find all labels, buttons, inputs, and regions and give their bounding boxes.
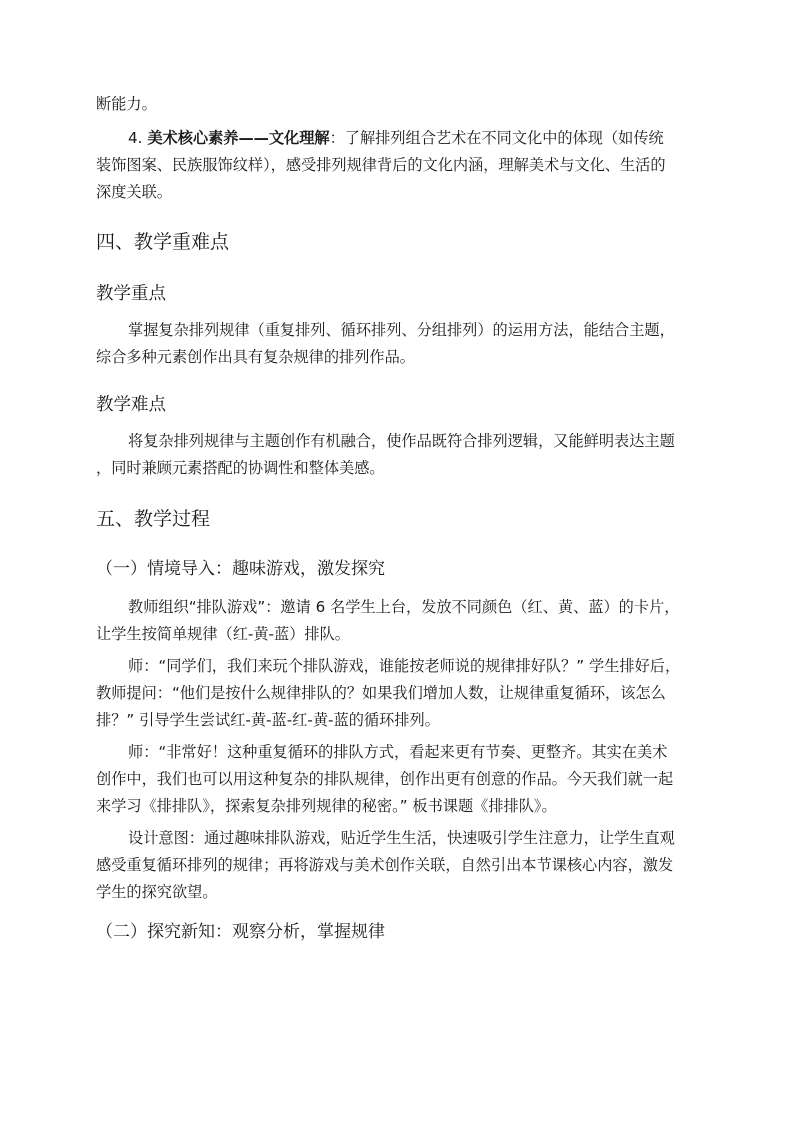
paragraph-line: 感受重复循环排列的规律；再将游戏与美术创作关联，自然引出本节课核心内容，激发 xyxy=(96,856,674,874)
section-heading: 四、教学重难点 xyxy=(96,231,230,253)
paragraph-line: 综合多种元素创作出具有复杂规律的排列作品。 xyxy=(96,348,415,366)
paragraph-line: 来学习《排排队》，探索复杂排列规律的秘密。” 板书课题《排排队》。 xyxy=(96,797,557,815)
subsection-heading: 教学难点 xyxy=(96,395,166,415)
paragraph-line: 装饰图案、民族服饰纹样），感受排列规律背后的文化内涵，理解美术与文化、生活的 xyxy=(96,156,666,174)
paragraph-line: 学生的探究欲望。 xyxy=(96,883,218,901)
list-item-number: 4. xyxy=(128,129,143,147)
paragraph-line: 排？” 引导学生尝试红-黄-蓝-红-黄-蓝的循环排列。 xyxy=(96,711,440,729)
paragraph-line: ，同时兼顾元素搭配的协调性和整体美感。 xyxy=(96,459,385,477)
paragraph-line: 将复杂排列规律与主题创作有机融合，使作品既符合排列逻辑，又能鲜明表达主题 xyxy=(128,432,675,450)
subsection-heading: 教学重点 xyxy=(96,284,166,304)
paragraph-line: 深度关联。 xyxy=(96,183,172,201)
subsection-heading: （一）情境导入：趣味游戏，激发探究 xyxy=(96,559,385,579)
paragraph-line: 让学生按简单规律（红-黄-蓝）排队。 xyxy=(96,625,350,643)
list-item-label: 美术核心素养——文化理解 xyxy=(147,129,330,147)
paragraph-line: 断能力。 xyxy=(96,95,157,113)
paragraph-line: 设计意图：通过趣味排队游戏，贴近学生生活，快速吸引学生注意力，让学生直观 xyxy=(128,829,675,847)
subsection-heading: （二）探究新知：观察分析，掌握规律 xyxy=(96,922,385,942)
paragraph-line: 师：“同学们，我们来玩个排队游戏，谁能按老师说的规律排好队？” 学生排好后， xyxy=(128,657,681,675)
paragraph-line: 创作中，我们也可以用这种复杂的排队规律，创作出更有创意的作品。今天我们就一起 xyxy=(96,770,674,788)
paragraph-line: 师：“非常好！这种重复循环的排队方式，看起来更有节奏、更整齐。其实在美术 xyxy=(128,743,668,761)
list-item-text: ：了解排列组合艺术在不同文化中的体现（如传统 xyxy=(329,129,664,147)
section-heading: 五、教学过程 xyxy=(96,508,211,530)
paragraph-line: 教师组织“排队游戏”：邀请 6 名学生上台，发放不同颜色（红、黄、蓝）的卡片， xyxy=(128,598,680,616)
paragraph-line: 教师提问：“他们是按什么规律排队的？如果我们增加人数，让规律重复循环，该怎么 xyxy=(96,684,666,702)
list-item-4-line xyxy=(128,128,664,148)
paragraph-line: 掌握复杂排列规律（重复排列、循环排列、分组排列）的运用方法，能结合主题， xyxy=(128,321,675,339)
